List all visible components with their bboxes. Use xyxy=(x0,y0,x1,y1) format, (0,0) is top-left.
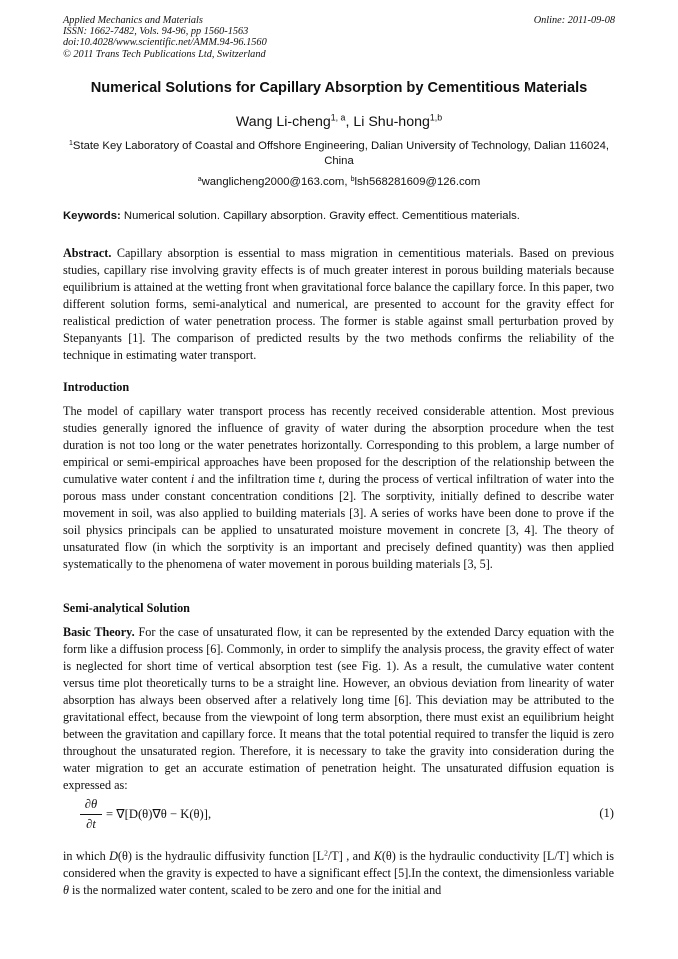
email-mark-a: a xyxy=(197,175,202,183)
author-1-affil: 1, a xyxy=(330,112,346,123)
var-i: i xyxy=(190,472,195,486)
equation-rhs: = ∇[D(θ)∇θ − K(θ)], xyxy=(106,807,212,821)
equation-fraction xyxy=(80,796,102,833)
var-d: D xyxy=(109,849,118,863)
keywords-text: Numerical solution. Capillary absorption. Gravity effect. Cementitious materials. xyxy=(120,210,520,222)
equation-number: (1) xyxy=(599,806,614,820)
equation-denominator: ∂t xyxy=(86,817,96,831)
exponent-2: 2 xyxy=(324,848,328,858)
author-2: Li Shu-hong xyxy=(353,114,430,130)
email-mark-b: b xyxy=(350,175,355,183)
post-eq-text-5: is the normalized water content, scaled to be zero and one for the initial and xyxy=(69,883,442,897)
var-theta: θ xyxy=(63,883,69,897)
post-eq-text-4: (θ) is the hydraulic conductivity [L/T] which is considered when the gravity is expected to have a significant effect [5].In the context, the dimensionless variable xyxy=(63,849,614,880)
keywords xyxy=(63,210,615,222)
copyright-line: © 2011 Trans Tech Publications Ltd, Switzerland xyxy=(63,48,266,60)
email-line xyxy=(0,176,678,188)
email-b[interactable]: lsh568281609@126.com xyxy=(354,176,481,188)
introduction-heading: Introduction xyxy=(63,380,130,394)
post-eq-text-3: /T] , and xyxy=(327,849,374,863)
author-1: Wang Li-cheng xyxy=(235,114,331,130)
keywords-label: Keywords: xyxy=(63,210,121,222)
online-date: Online: 2011-09-08 xyxy=(533,15,615,26)
author-line xyxy=(0,114,678,130)
email-a[interactable]: wanglicheng2000@163.com xyxy=(201,176,345,188)
semi-analytical-heading: Semi-analytical Solution xyxy=(63,601,190,615)
equation-numerator: ∂θ xyxy=(84,797,98,811)
author-separator: , xyxy=(345,114,354,130)
basic-theory-text: For the case of unsaturated flow, it can be represented by the extended Darcy equation with the form like a diffusion process [6]. Commonly, in order to simplify the analysis process, the gravity effect of water is neglected for short time of vertical absorption test (see Fig. 1). As a result, the cumulative water content versus time plot theoretically turns to be a straight line. However, an obvious deviation from linearity of water absorption has always been observed after a relatively long time [6]. This deviation may be attributed to the gravitational effect, because from the viewpoint of long term absorption, there must exist an equilibrium height between the gravitation and capillary force. It means that the total potential required to transfer the liquid is zero throughout the unsaturated region. Therefore, it is necessary to take the gravity into consideration during the water migration to get an accurate estimation of penetration height. The unsaturated diffusion equation is expressed as: xyxy=(63,625,614,792)
issn-line: ISSN: 1662-7482, Vols. 94-96, pp 1560-1563 xyxy=(63,26,249,38)
post-eq-text-2: (θ) is the hydraulic diffusivity function [L xyxy=(117,849,325,863)
equation-1 xyxy=(80,796,614,836)
abstract-text: Capillary absorption is essential to mass migration in cementitious materials. Based on previous studies, capillary rise involving gravity effects is of much greater interest in porous building materials because equilibrium is attained at the wetting front when gravitational force balance the capillary force. In this paper, two different solution forms, semi-analytical and numerical, are presented to account for the gravity effect for realistical prediction of water penetration process. The former is stable against small perturbation proved by Stepanyants [1]. The comparison of predicted results by the two methods confirms the reliability of the technique in estimating water transport. xyxy=(63,246,614,362)
abstract-label: Abstract. xyxy=(63,246,112,260)
author-2-affil: 1,b xyxy=(429,112,443,123)
email-separator: , xyxy=(344,176,351,188)
paper-title: Numerical Solutions for Capillary Absorption by Cementitious Materials xyxy=(90,80,588,96)
journal-header xyxy=(63,15,615,60)
fraction-bar xyxy=(80,814,102,815)
basic-theory-label: Basic Theory. xyxy=(63,625,135,639)
journal-name: Applied Mechanics and Materials xyxy=(63,15,203,26)
intro-text-1: The model of capillary water transport process has recently received considerable attention. Most previous studies generally ignored the influence of gravity of water during the absorption procedure when the test duration is not too long or the water penetrates horizontally. Corresponding to this problem, a large number of empirical or semi-empirical approaches have been proposed for the description of the relationship between the cumulative water content xyxy=(63,404,614,486)
affiliation xyxy=(63,139,615,169)
affiliation-text: State Key Laboratory of Coastal and Offshore Engineering, Dalian University of Technology, Dalian 116024, China xyxy=(72,140,609,167)
post-eq-text-1: in which xyxy=(63,849,110,863)
basic-theory-paragraph xyxy=(63,624,614,794)
var-k: K xyxy=(373,849,382,863)
abstract xyxy=(63,245,614,364)
doi-line: doi:10.4028/www.scientific.net/AMM.94-96.1560 xyxy=(63,37,267,49)
post-equation-paragraph xyxy=(63,848,614,899)
var-t: t xyxy=(318,472,322,486)
introduction-paragraph xyxy=(63,403,614,573)
affiliation-mark: 1 xyxy=(69,139,73,147)
intro-text-3: , during the process of vertical infiltration of water into the porous mass under constant concentration conditions [2]. The sorptivity, initially defined to describe water movement in soil, was also applied to building materials [3]. A series of works have been done to prove if the soil physics principals can be applied to unsaturated moisture movement in concrete [3, 4]. The theory of unsaturated flow (in which the sorptivity is an important and precisely defined quantity) was then applied systematically to the phenomena of water movement in porous building materials [3, 5]. xyxy=(63,472,614,571)
intro-text-2: and the infiltration time xyxy=(194,472,319,486)
